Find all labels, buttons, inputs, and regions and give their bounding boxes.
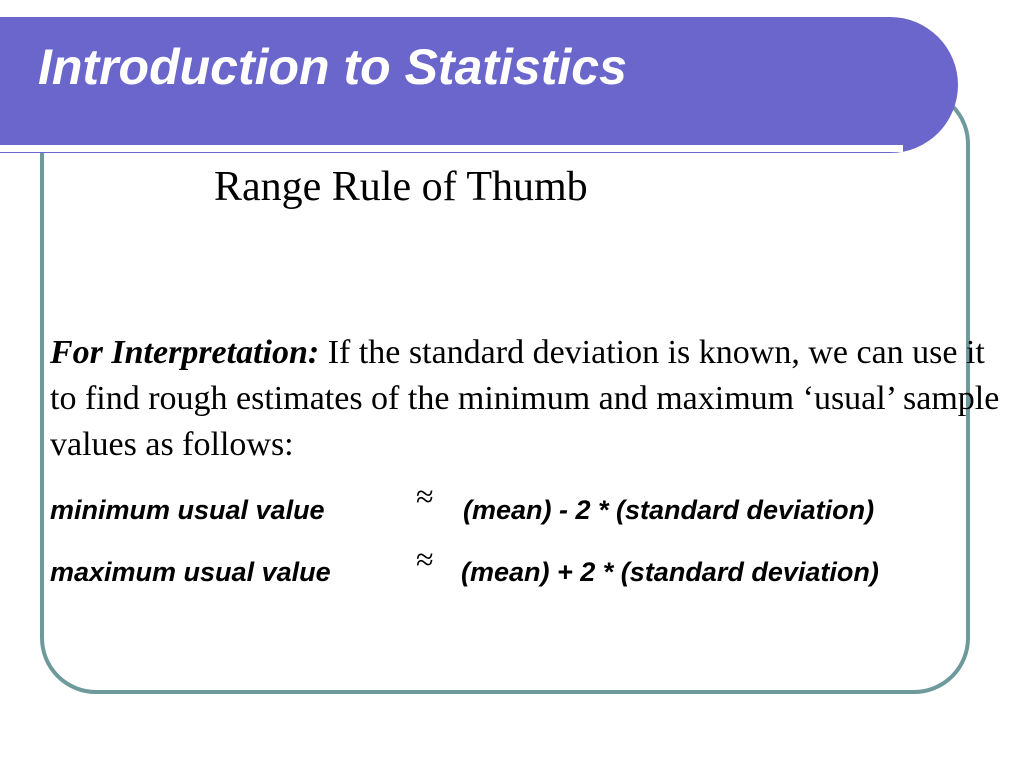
- slide-subtitle: Range Rule of Thumb: [214, 164, 588, 210]
- max-usual-value-label: maximum usual value: [50, 557, 331, 587]
- approx-symbol-min: ≈: [416, 478, 434, 514]
- title-underline: [0, 145, 903, 152]
- interpretation-paragraph: [50, 330, 1015, 468]
- paragraph-lead: For Interpretation:: [50, 334, 320, 371]
- max-usual-value-expression: (mean) + 2 * (standard deviation): [461, 557, 879, 587]
- min-usual-value-label: minimum usual value: [50, 495, 325, 525]
- approx-symbol-max: ≈: [416, 541, 434, 577]
- min-usual-value-expression: (mean) - 2 * (standard deviation): [463, 495, 875, 525]
- paragraph-body: If the standard deviation is known, we can use it to find rough estimates of the minimum and maximum ‘usual’ sample values as follows:: [50, 334, 1000, 463]
- slide-title: Introduction to Statistics: [38, 39, 627, 95]
